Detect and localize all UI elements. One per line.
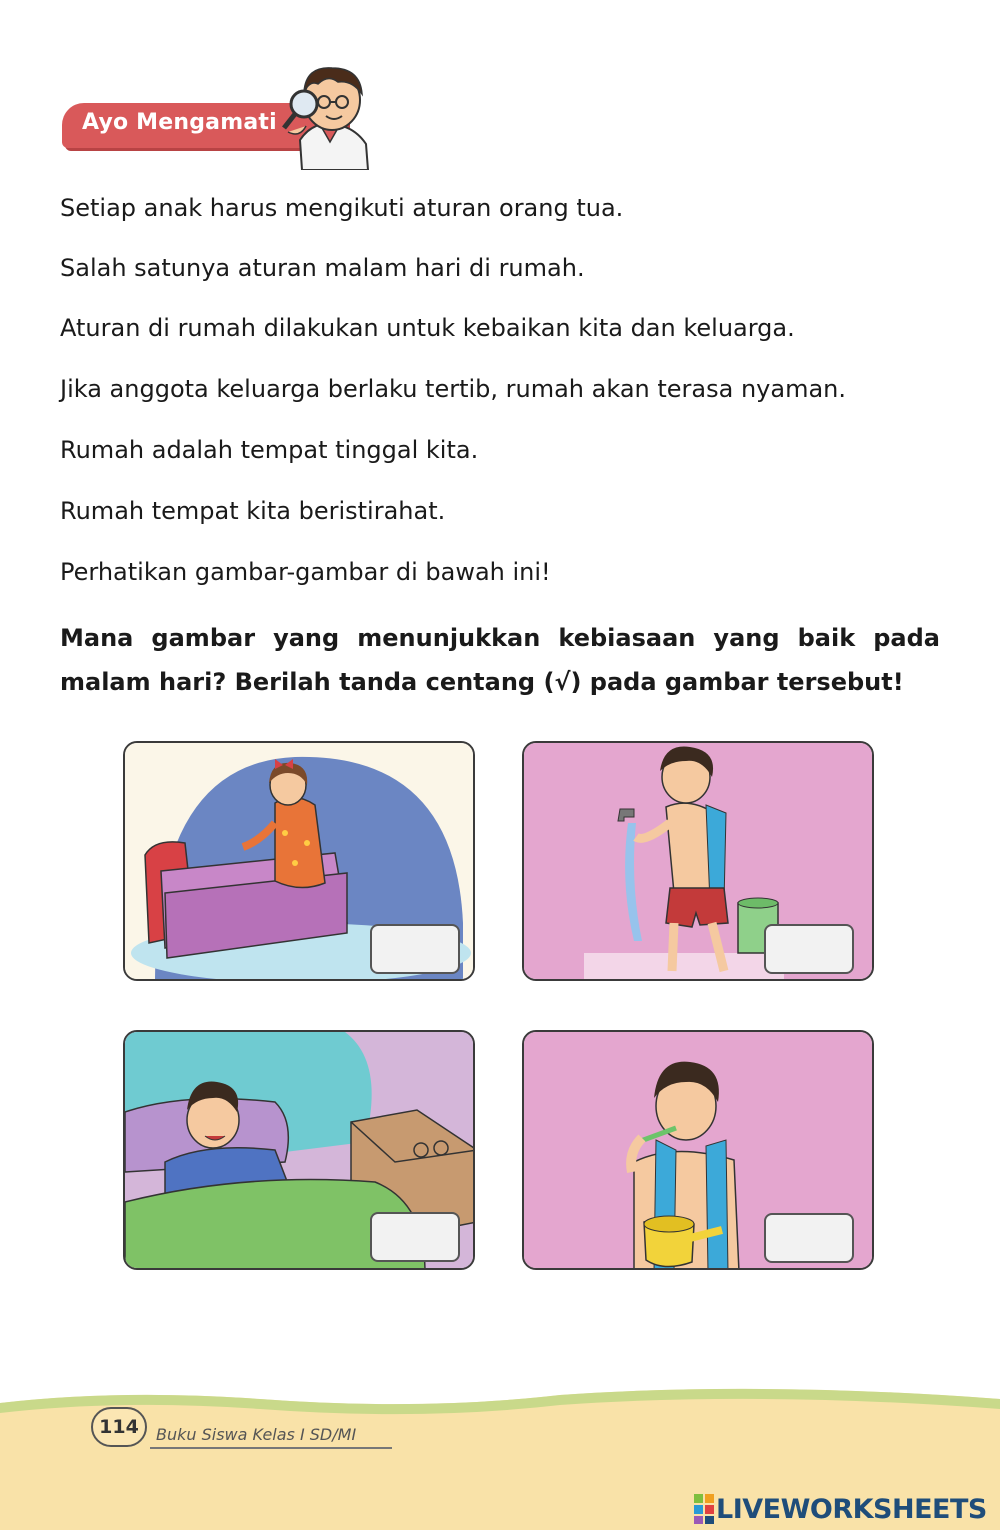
picture-going-to-sleep <box>123 1030 475 1270</box>
page-number: 114 <box>91 1407 147 1447</box>
paragraph-line-3: Aturan di rumah dilakukan untuk kebaikan kita dan keluarga. <box>60 314 795 342</box>
paragraph-line-1: Setiap anak harus mengikuti aturan orang tua. <box>60 194 624 222</box>
paragraph-line-7: Perhatikan gambar-gambar di bawah ini! <box>60 558 551 586</box>
checkbox-washing-hands[interactable] <box>764 924 854 974</box>
picture-washing-hands <box>522 741 874 981</box>
picture-brushing-teeth <box>522 1030 874 1270</box>
book-title: Buku Siswa Kelas I SD/MI <box>156 1425 357 1444</box>
picture-making-bed <box>123 741 475 981</box>
checkbox-making-bed[interactable] <box>370 924 460 974</box>
paragraph-line-6: Rumah tempat kita beristirahat. <box>60 497 446 525</box>
paragraph-line-4: Jika anggota keluarga berlaku tertib, rumah akan terasa nyaman. <box>60 375 847 403</box>
brand-text: LIVEWORKSHEETS <box>716 1494 987 1525</box>
checkbox-going-to-sleep[interactable] <box>370 1212 460 1262</box>
paragraph-line-5: Rumah adalah tempat tinggal kita. <box>60 436 479 464</box>
mascot-magnifier-icon <box>282 62 372 170</box>
liveworksheets-logo-icon <box>694 1494 714 1524</box>
instruction-text: Mana gambar yang menunjukkan kebiasaan yang baik pada malam hari? Berilah tanda centang (√) pada gambar tersebut! <box>60 624 940 696</box>
footer-divider <box>150 1447 392 1449</box>
checkbox-brushing-teeth[interactable] <box>764 1213 854 1263</box>
paragraph-line-2: Salah satunya aturan malam hari di rumah. <box>60 254 585 282</box>
banner-label: Ayo Mengamati <box>82 110 277 135</box>
